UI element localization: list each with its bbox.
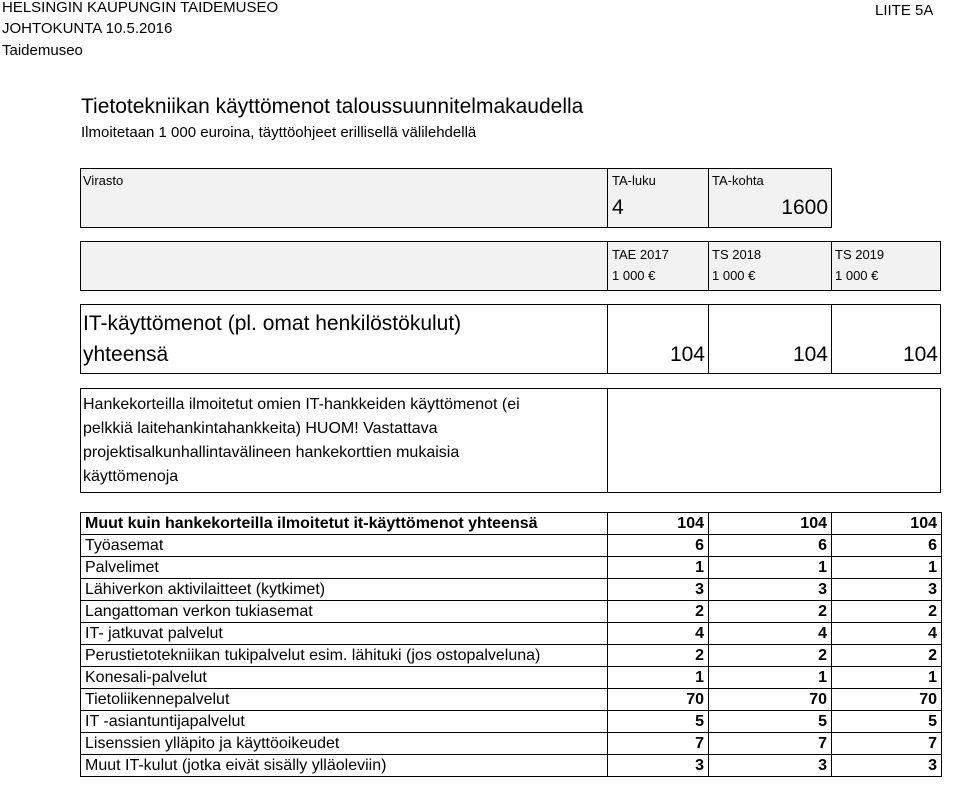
ta-luku-value[interactable]: 4 — [612, 196, 624, 219]
value-2017: 4 — [608, 623, 709, 645]
table-row — [81, 601, 942, 623]
items-total-row — [81, 513, 942, 535]
row-label: IT- jatkuvat palvelut — [81, 623, 608, 645]
value-2017: 1 — [608, 557, 709, 579]
project-line-2: pelkkiä laitehankintahankkeita) HUOM! Vastattava — [83, 420, 438, 437]
value-2019: 104 — [832, 513, 942, 535]
table-row — [81, 689, 942, 711]
total-value-3: 104 — [902, 343, 938, 366]
total-value-2: 104 — [792, 343, 828, 366]
row-label: Konesali-palvelut — [81, 667, 608, 689]
row-label: Lisenssien ylläpito ja käyttöoikeudet — [81, 733, 608, 755]
value-2018: 104 — [709, 513, 832, 535]
value-2017: 7 — [608, 733, 709, 755]
table-row — [81, 557, 942, 579]
row-label: IT -asiantuntijapalvelut — [81, 711, 608, 733]
year-header-box — [80, 241, 941, 291]
year-col-2: TS 2018 — [712, 247, 762, 262]
row-label: Muut kuin hankekorteilla ilmoitetut it-käyttömenot yhteensä — [81, 513, 608, 535]
row-label: Perustietotekniikan tukipalvelut esim. lähituki (jos ostopalveluna) — [81, 645, 608, 667]
value-2018: 6 — [709, 535, 832, 557]
value-2018: 1 — [709, 557, 832, 579]
table-row — [81, 645, 942, 667]
total-label-line2: yhteensä — [83, 343, 169, 366]
value-2017: 3 — [608, 755, 709, 777]
value-2019: 70 — [832, 689, 942, 711]
value-2017: 70 — [608, 689, 709, 711]
table-row — [81, 623, 942, 645]
org-name: HELSINGIN KAUPUNGIN TAIDEMUSEO — [2, 0, 279, 16]
value-2017: 6 — [608, 535, 709, 557]
value-2019: 3 — [832, 755, 942, 777]
virasto-label: Virasto — [83, 173, 124, 188]
value-2019: 6 — [832, 535, 942, 557]
project-line-4: käyttömenoja — [83, 468, 179, 485]
value-2018: 2 — [709, 601, 832, 623]
value-2019: 5 — [832, 711, 942, 733]
year-unit-1: 1 000 € — [612, 268, 656, 283]
project-line-1: Hankekorteilla ilmoitetut omien IT-hankkeiden käyttömenot (ei — [83, 396, 520, 413]
ta-kohta-label: TA-kohta — [712, 173, 764, 188]
value-2018: 3 — [709, 755, 832, 777]
value-2017: 2 — [608, 645, 709, 667]
value-2017: 1 — [608, 667, 709, 689]
project-line-3: projektisalkunhallintavälineen hankekorttien mukaisia — [83, 444, 460, 461]
page-subtitle: Ilmoitetaan 1 000 euroina, täyttöohjeet erillisellä välilehdellä — [81, 124, 477, 141]
page-title: Tietotekniikan käyttömenot taloussuunnitelmakaudella — [81, 95, 584, 118]
value-2017: 3 — [608, 579, 709, 601]
items-table — [80, 512, 942, 777]
value-2017: 5 — [608, 711, 709, 733]
year-col-1: TAE 2017 — [612, 247, 669, 262]
value-2019: 2 — [832, 645, 942, 667]
value-2019: 1 — [832, 667, 942, 689]
ta-kohta-value[interactable]: 1600 — [781, 196, 828, 219]
value-2018: 3 — [709, 579, 832, 601]
total-value-1: 104 — [669, 343, 705, 366]
table-row — [81, 579, 942, 601]
value-2018: 2 — [709, 645, 832, 667]
value-2018: 5 — [709, 711, 832, 733]
row-label: Langattoman verkon tukiasemat — [81, 601, 608, 623]
row-label: Palvelimet — [81, 557, 608, 579]
year-col-3: TS 2019 — [835, 247, 885, 262]
board-meeting: JOHTOKUNTA 10.5.2016 — [2, 20, 173, 37]
row-label: Tietoliikennepalvelut — [81, 689, 608, 711]
table-row — [81, 535, 942, 557]
value-2019: 3 — [832, 579, 942, 601]
table-row — [81, 667, 942, 689]
value-2018: 70 — [709, 689, 832, 711]
appendix-label: LIITE 5A — [875, 2, 934, 19]
value-2018: 7 — [709, 733, 832, 755]
value-2019: 4 — [832, 623, 942, 645]
total-label-line1: IT-käyttömenot (pl. omat henkilöstökulut) — [83, 312, 462, 335]
row-label: Lähiverkon aktivilaitteet (kytkimet) — [81, 579, 608, 601]
year-unit-2: 1 000 € — [712, 268, 756, 283]
year-unit-3: 1 000 € — [835, 268, 879, 283]
table-row — [81, 733, 942, 755]
value-2017: 2 — [608, 601, 709, 623]
value-2019: 1 — [832, 557, 942, 579]
table-row — [81, 755, 942, 777]
row-label: Muut IT-kulut (jotka eivät sisälly ylläoleviin) — [81, 755, 608, 777]
value-2017: 104 — [608, 513, 709, 535]
value-2019: 7 — [832, 733, 942, 755]
ta-luku-label: TA-luku — [612, 173, 656, 188]
value-2018: 1 — [709, 667, 832, 689]
value-2018: 4 — [709, 623, 832, 645]
value-2019: 2 — [832, 601, 942, 623]
department: Taidemuseo — [2, 42, 83, 59]
table-row — [81, 711, 942, 733]
row-label: Työasemat — [81, 535, 608, 557]
